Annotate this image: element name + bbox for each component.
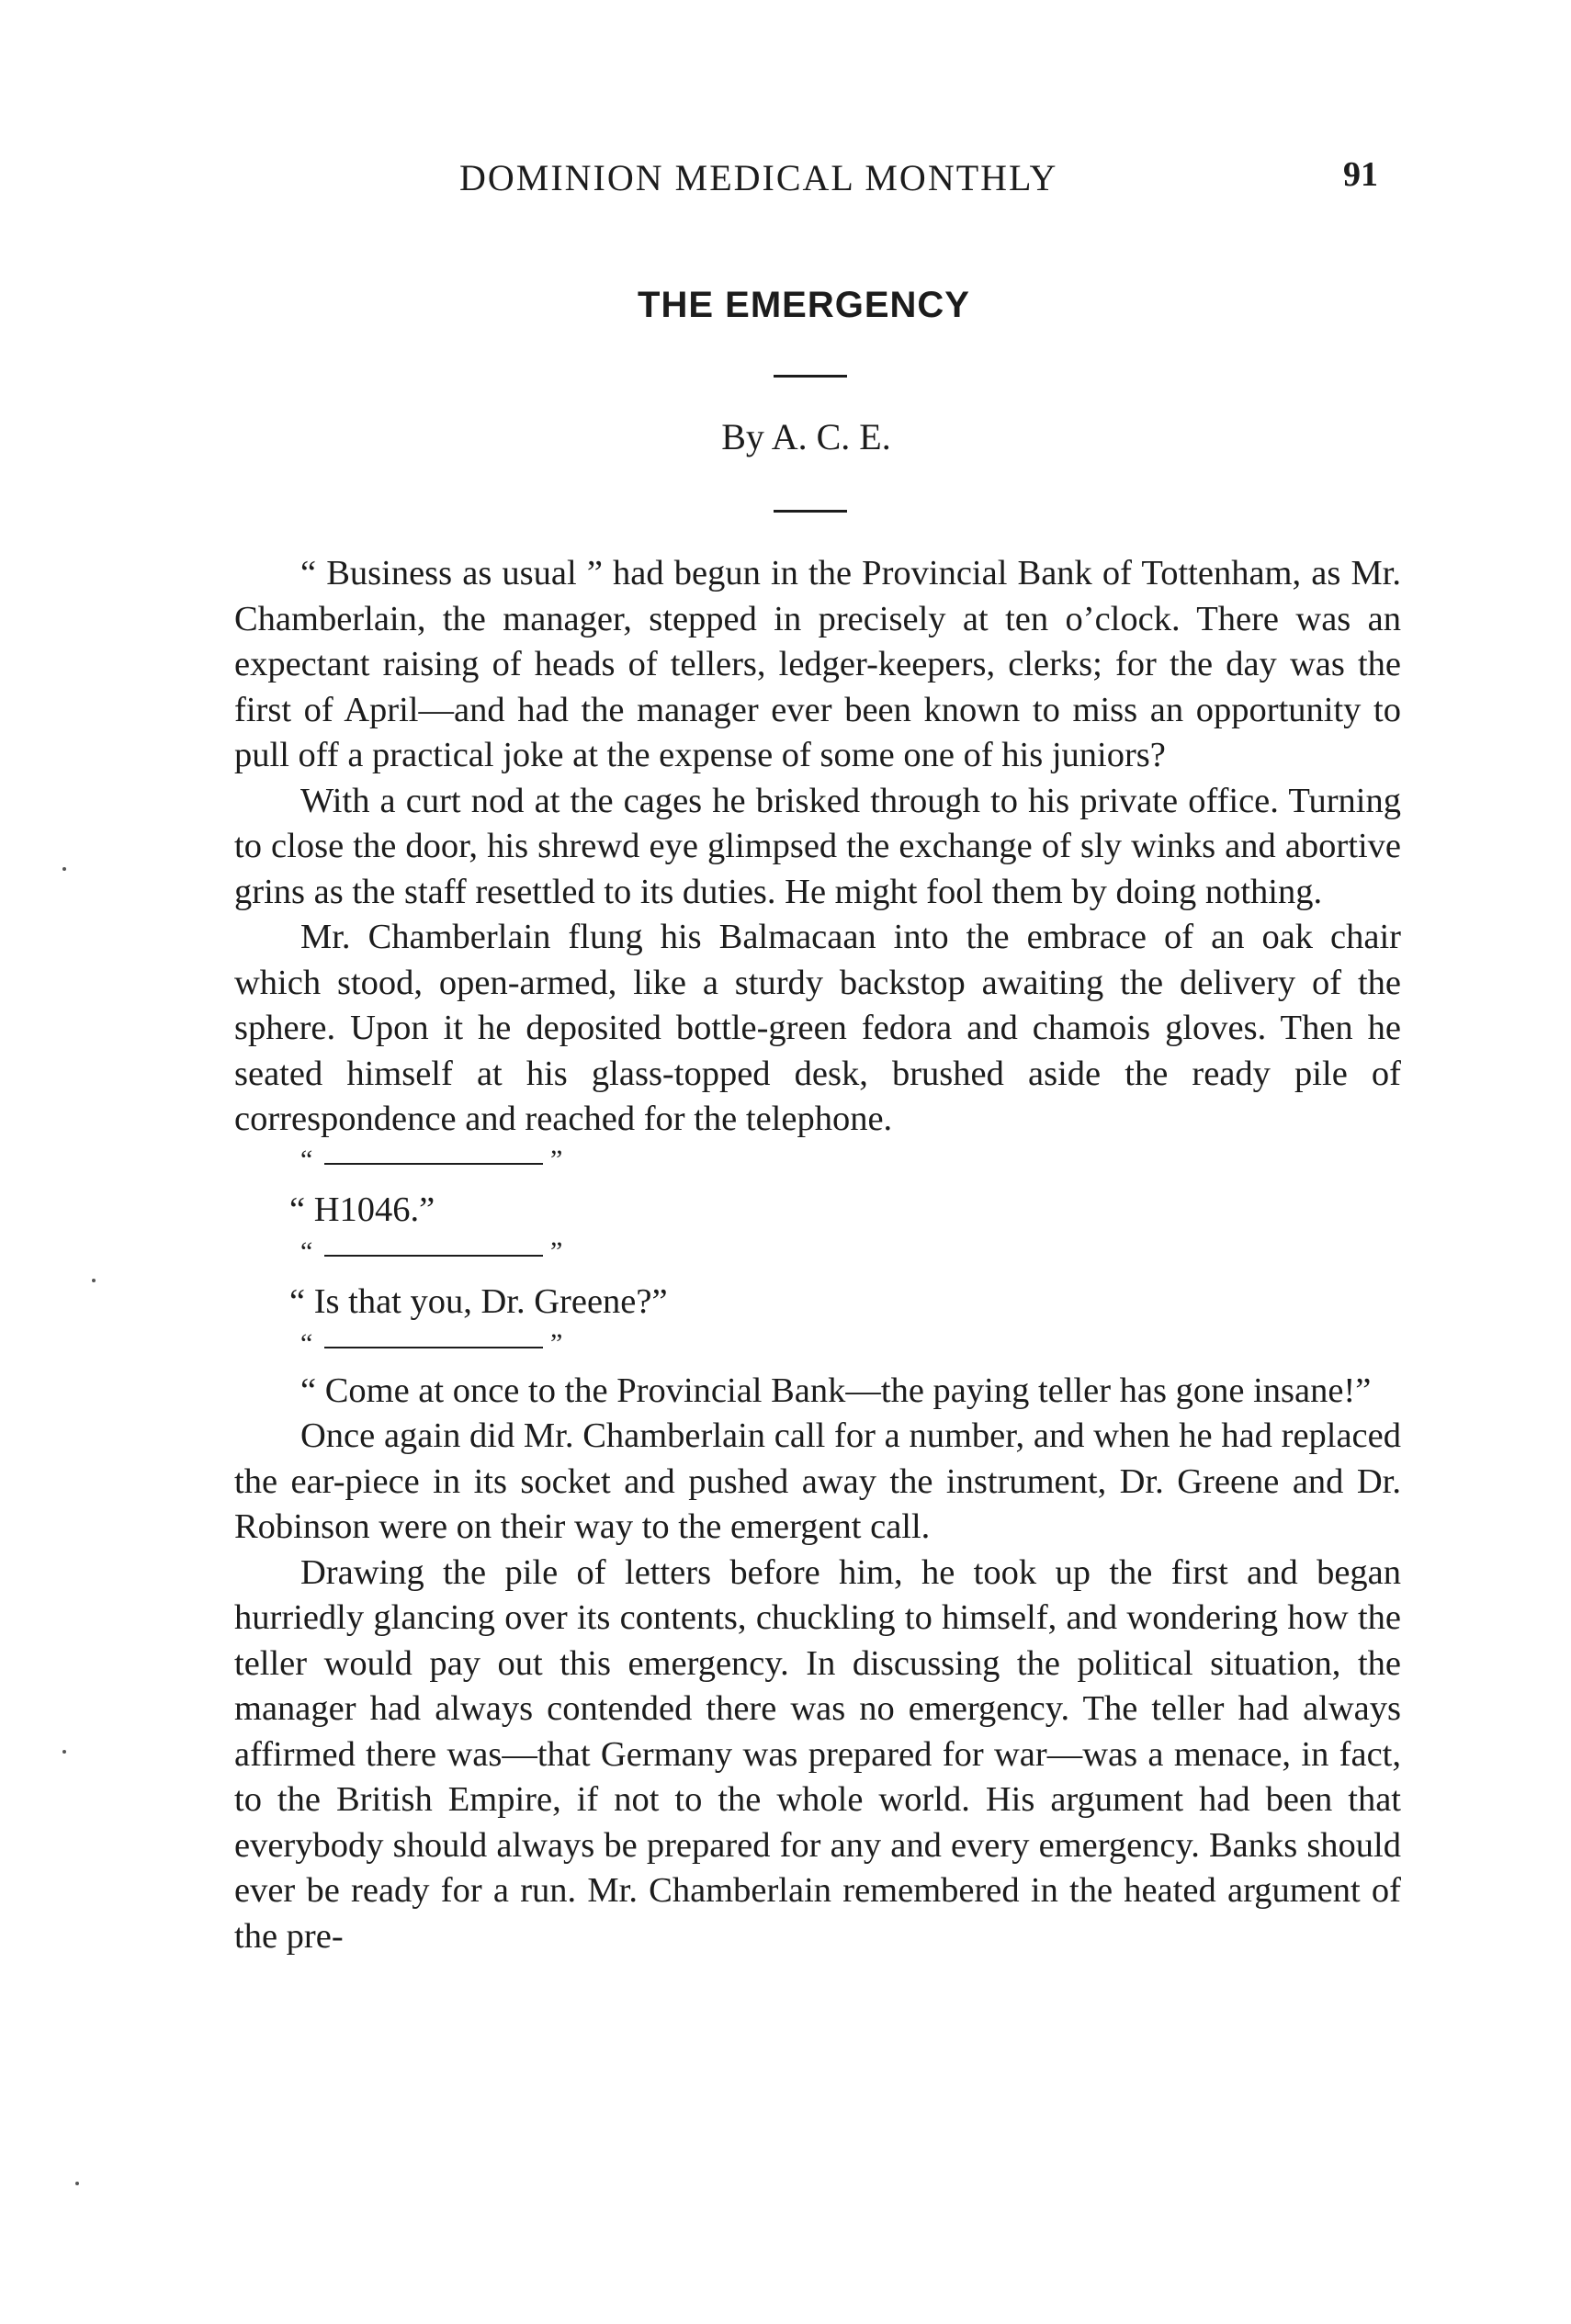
dialog-blank-line (300, 1143, 1401, 1185)
close-quote: ” (550, 1144, 563, 1175)
paragraph: Drawing the pile of letters before him, he took up the first and began hurriedly glancing over its contents, chuckling to himself, and wondering how the teller would pay out this emergency. In discussing the political situation, the manager had always contended there was no emergency. The teller had always affirmed there was—that Germany was prepared for war—was a menace, in fact, to the British Empire, if not to the whole world. His argument had been that everybody should always be prepared for any and every emergency. Banks should ever be ready for a run. Mr. Chamberlain remembered in the heated argument of the pre- (234, 1552, 1401, 1956)
byline-rule (774, 510, 847, 513)
dialog-blank-line (300, 1235, 1401, 1277)
blank-rule (324, 1163, 543, 1165)
dialog-blank-line (300, 1326, 1401, 1369)
blank-rule (324, 1255, 543, 1257)
page-number: 91 (1343, 155, 1378, 194)
scan-speck (62, 867, 66, 871)
paragraph: “ Business as usual ” had begun in the Provincial Bank of Tottenham, as Mr. Chamberlain, the manager, stepped in precisely at ten o’clock. There was an expectant raising of heads of tellers, ledger-keepers, clerks; for the day was the first of April—and had the manager ever been known to miss an opportunity to pull off a practical joke at the expense of some one of his juniors? (234, 554, 1401, 774)
paragraph: Mr. Chamberlain flung his Balmacaan into the embrace of an oak chair which stood, open-armed, like a sturdy backstop awaiting the delivery of the sphere. Upon it he deposited bottle-green fedora and chamois gloves. Then he seated himself at his glass-topped desk, brushed aside the ready pile of correspondence and reached for the telephone. (234, 918, 1401, 1138)
close-quote: ” (550, 1327, 563, 1359)
article-title: THE EMERGENCY (638, 285, 970, 325)
title-rule (774, 375, 847, 378)
paragraph: With a curt nod at the cages he brisked through to his private office. Turning to close the door, his shrewd eye glimpsed the exchange of sly winks and abortive grins as the staff resettled to its duties. He might fool them by doing nothing. (234, 781, 1401, 911)
blank-rule (324, 1347, 543, 1348)
open-quote: “ (300, 1144, 313, 1175)
paragraph: “ Come at once to the Provincial Bank—the paying teller has gone insane!” (300, 1371, 1372, 1410)
article-body (234, 551, 1401, 1959)
paragraph: Once again did Mr. Chamberlain call for a number, and when he had replaced the ear-piece in its socket and pushed away the instrument, Dr. Greene and Dr. Robinson were on their way to the emergent call. (234, 1416, 1401, 1546)
scan-speck (62, 1750, 66, 1754)
scan-speck (75, 2182, 79, 2185)
running-title: DOMINION MEDICAL MONTHLY (459, 157, 1058, 198)
dialog-line: “ H1046.” (289, 1190, 435, 1229)
open-quote: “ (300, 1235, 313, 1267)
close-quote: ” (550, 1235, 563, 1267)
dialog-line: “ Is that you, Dr. Greene?” (289, 1281, 668, 1321)
article-byline: By A. C. E. (721, 416, 891, 457)
scan-speck (92, 1279, 96, 1282)
open-quote: “ (300, 1327, 313, 1359)
